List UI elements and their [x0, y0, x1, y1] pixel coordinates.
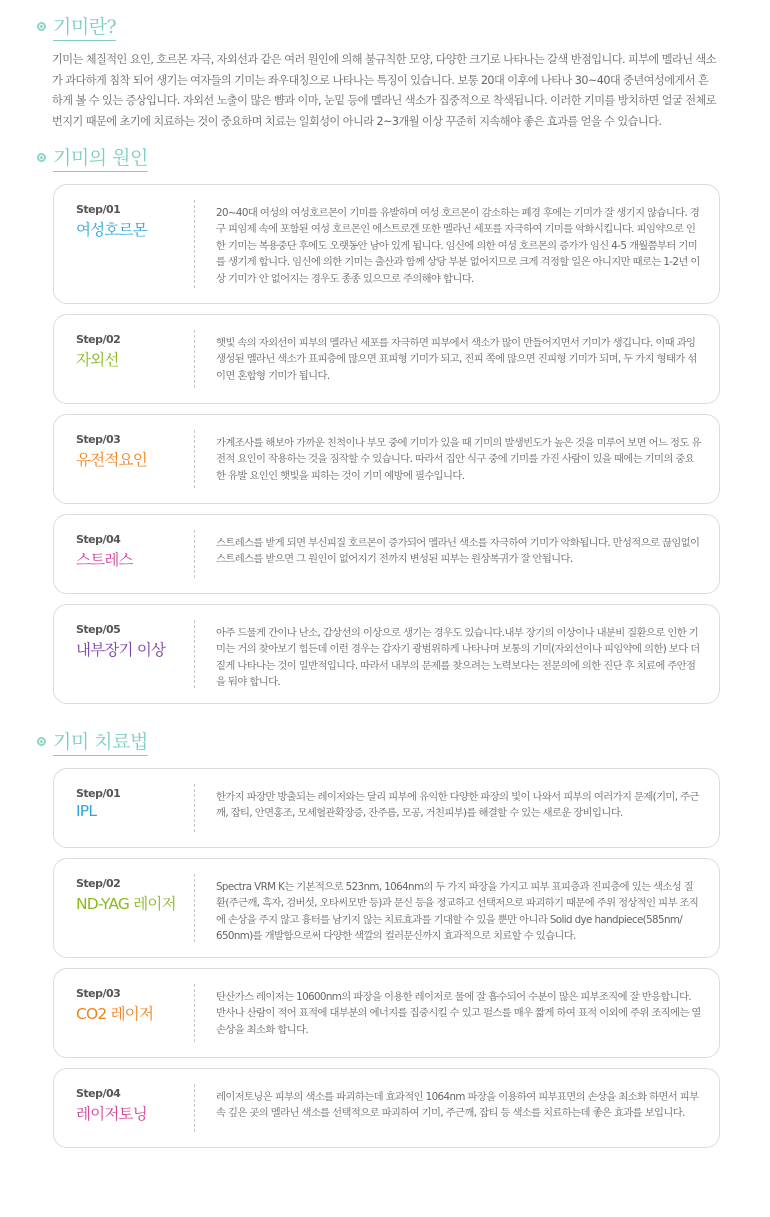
- step-number: Step/04: [76, 533, 121, 546]
- cause-card-4: [53, 514, 720, 594]
- card-label: [76, 987, 196, 1024]
- section-heading-what-is-melasma: [37, 12, 116, 41]
- cause-card-2: [53, 314, 720, 404]
- card-title: CO2 레이저: [76, 1005, 154, 1023]
- step-number: Step/04: [76, 1087, 121, 1100]
- dashed-divider: [194, 530, 195, 578]
- card-title: 레이저토닝: [76, 1105, 147, 1123]
- circle-bullet-icon: [37, 22, 46, 31]
- card-description: 한가지 파장만 방출되는 레이저와는 달리 피부에 유익한 다양한 파장의 빛이 나와서 피부의 여러가지 문제(기미, 주근깨, 잡티, 안면홍조, 모세혈관확장증, 잔주름, 모공, 거친피부)를 해결할 수 있는 새로운 장비입니다.: [216, 791, 699, 820]
- card-title: 내부장기 이상: [76, 641, 166, 659]
- step-number: Step/01: [76, 787, 121, 800]
- card-title: ND-YAG 레이저: [76, 895, 176, 913]
- card-label: [76, 333, 196, 370]
- card-label: [76, 1087, 196, 1124]
- section-title: 기미란?: [53, 12, 116, 41]
- card-label: [76, 533, 196, 570]
- dashed-divider: [194, 874, 195, 942]
- dashed-divider: [194, 984, 195, 1042]
- section-title: 기미 치료법: [53, 727, 148, 756]
- treatment-card-4: [53, 1068, 720, 1148]
- card-title: 유전적요인: [76, 451, 147, 469]
- card-label: [76, 433, 196, 470]
- circle-bullet-icon: [37, 153, 46, 162]
- card-description: 레이저토닝은 피부의 색소를 파괴하는데 효과적인 1064nm 파장을 이용하여 피부표면의 손상을 최소화 하면서 피부 속 깊은 곳의 멜라닌 색소를 선택적으로 파괴하여 기미, 주근깨, 잡티 등 색소를 치료하는데 좋은 효과를 보입니다.: [216, 1091, 699, 1120]
- cause-card-5: [53, 604, 720, 704]
- intro-paragraph: 기미는 체질적인 요인, 호르몬 자극, 자외선과 같은 여러 원인에 의해 불규칙한 모양, 다양한 크기로 나타나는 갈색 반점입니다. 피부에 멜라닌 색소가 과다하게 침착 되어 생기는 여자들의 기미는 좌우대칭으로 나타나는 특징이 있습니다. 보통 20대 이후에 나타나 30~40대 중년여성에게서 흔하게 볼 수 있는 증상입니다. 자외선 노출이 많은 뺨과 이마, 눈밑 등에 멜라닌 색소가 집중적으로 착색됩니다. 이러한 기미를 방치하면 얼굴 전체로 번지기 때문에 초기에 치료하는 것이 중요하며 치료는 일회성이 아니라 2~3개월 이상 꾸준히 지속해야 좋은 효과를 얻을 수 있습니다.: [52, 53, 717, 128]
- dashed-divider: [194, 200, 195, 288]
- dashed-divider: [194, 784, 195, 832]
- dashed-divider: [194, 1084, 195, 1132]
- treatment-card-1: [53, 768, 720, 848]
- card-description: 가계조사를 해보아 가까운 친척이나 부모 중에 기미가 있을 때 기미의 발생빈도가 높은 것을 미루어 보면 어느 정도 유전적 요인이 작용하는 것을 짐작할 수 있습니다. 따라서 집안 식구 중에 기미를 가진 사람이 있을 때에는 기미의 중요한 유발 요인인 햇빛을 피하는 것이 기미 예방에 필수입니다.: [216, 437, 701, 482]
- dashed-divider: [194, 330, 195, 388]
- card-label: [76, 203, 196, 240]
- card-description: 탄산가스 레이저는 10600nm의 파장을 이용한 레이저로 물에 잘 흡수되어 수분이 많은 피부조직에 잘 반응합니다. 반사나 산람이 적어 표적에 대부분의 에너지를 집중시킬 수 있고 펄스를 매우 짧게 하여 표적 이외에 주위 조직에는 열손상을 최소화 합니다.: [216, 991, 701, 1036]
- card-title: 자외선: [76, 351, 119, 369]
- card-description: 햇빛 속의 자외선이 피부의 멜라닌 세포를 자극하면 피부에서 색소가 많이 만들어지면서 기미가 생깁니다. 이때 과잉 생성된 멜라닌 색소가 표피층에 많으면 표피형 기미가 되고, 진피 쪽에 많으면 진피형 기미가 되며, 두 가지 형태가 섞이면 혼합형 기미가 됩니다.: [216, 337, 697, 382]
- card-title: 여성호르몬: [76, 221, 147, 239]
- card-description: 스트레스를 받게 되면 부신피질 호르몬이 증가되어 멜라닌 색소를 자극하여 기미가 악화됩니다. 만성적으로 끊임없이 스트레스를 받으면 그 원인이 없어지기 전까지 변성된 피부는 원상복귀가 잘 안됩니다.: [216, 537, 700, 566]
- card-label: [76, 877, 196, 914]
- treatment-card-3: [53, 968, 720, 1058]
- card-label: [76, 623, 196, 660]
- section-heading-causes: [37, 143, 148, 172]
- step-number: Step/03: [76, 987, 121, 1000]
- dashed-divider: [194, 620, 195, 688]
- cause-card-3: [53, 414, 720, 504]
- card-description: Spectra VRM K는 기본적으로 523nm, 1064nm의 두 가지 파장을 가지고 피부 표피층과 진피층에 있는 색소성 질환(주근깨, 흑자, 검버섯, 오타씨모반 등)과 문신 등을 정교하고 선택저으로 파괴하기 때문에 주위 정상적인 피부 조직에 손상을 주지 않고 흉터를 남기지 않는 치료효과를 기대할 수 있을 뿐만 아니라 Solid dye handpiece(585nm/ 650nm)를 개발함으로써 다양한 색깔의 컬러문신까지 효과적으로 치료할 수 있습니다.: [216, 881, 699, 943]
- card-description: 아주 드물게 간이나 난소, 갑상선의 이상으로 생기는 경우도 있습니다.내부 장기의 이상이나 내분비 질환으로 인한 기미는 거의 찾아보기 힘든데 이런 경우는 갑자기 광범위하게 나타나며 보통의 기미(자외선이나 피임약에 의한) 보다 더 짙게 나타나는 것이 일반적입니다. 따라서 내부의 문제를 찾으려는 노력보다는 전문의에 의한 진단 후 치료에 주안점을 둬야 합니다.: [216, 627, 700, 689]
- step-number: Step/05: [76, 623, 121, 636]
- step-number: Step/01: [76, 203, 121, 216]
- dashed-divider: [194, 430, 195, 488]
- card-title: 스트레스: [76, 551, 133, 569]
- step-number: Step/02: [76, 333, 121, 346]
- card-label: [76, 787, 196, 820]
- step-number: Step/03: [76, 433, 121, 446]
- cause-card-1: [53, 184, 720, 304]
- circle-bullet-icon: [37, 737, 46, 746]
- treatment-card-2: [53, 858, 720, 958]
- card-title: IPL: [76, 802, 97, 820]
- section-heading-treatment: [37, 727, 148, 756]
- section-title: 기미의 원인: [53, 143, 148, 172]
- step-number: Step/02: [76, 877, 121, 890]
- card-description: 20~40대 여성의 여성호르몬이 기미를 유발하며 여성 호르몬이 감소하는 폐경 후에는 기미가 잘 생기지 않습니다. 경구 피임제 속에 포함된 여성 호르몬인 에스트로겐 또한 멜라닌 세포를 자극하여 기미를 악화시킵니다. 피임약으로 인한 기미는 복용중단 후에도 오랫동안 남아 있게 됩니다. 임신에 의한 여성 호르몬의 증가가 임신 4-5 개월쯤부터 기미를 생기게 합니다. 임신에 의한 기미는 출산과 함께 상당 부분 없어지므로 크게 걱정할 일은 아니지만 때로는 1-2년 이상 기미가 안 없어지는 경우도 종종 있으므로 주의해야 합니다.: [216, 207, 700, 285]
